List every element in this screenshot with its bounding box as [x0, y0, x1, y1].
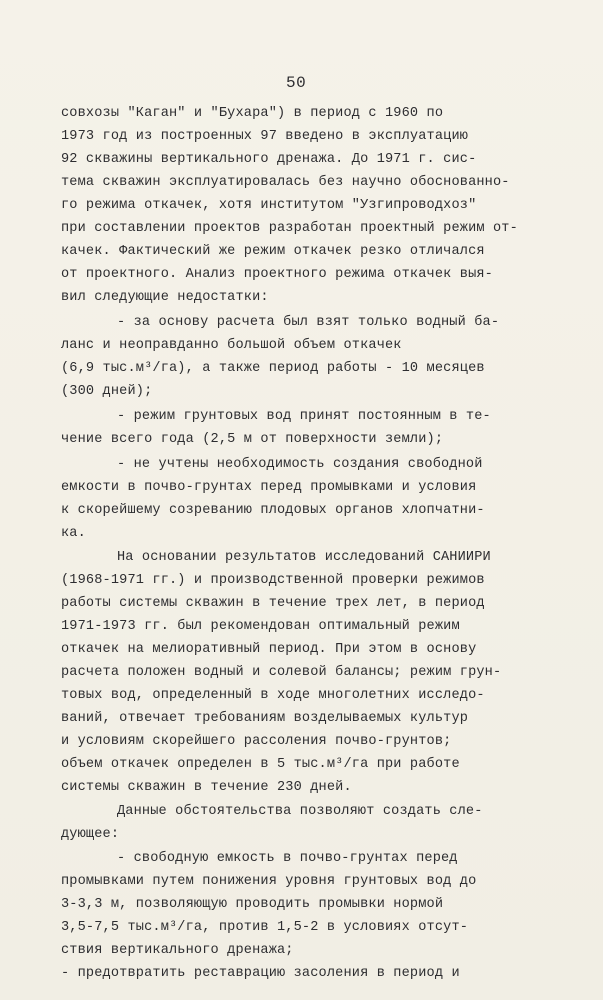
text-line: 3,5-7,5 тыс.м³/га, против 1,5-2 в условиях отсут- — [61, 920, 469, 935]
text-line: го режима откачек, хотя институтом "Узгипроводхоз" — [61, 198, 477, 213]
text-line: и условиям скорейшего рассоления почво-грунтов; — [61, 734, 452, 749]
text-line: - режим грунтовых вод принят постоянным в те- — [117, 409, 491, 424]
text-line: промывками путем понижения уровня грунтовых вод до — [61, 874, 477, 889]
text-line: - свободную емкость в почво-грунтах перед — [117, 851, 458, 866]
text-line: системы скважин в течение 230 дней. — [61, 780, 352, 795]
text-line: ваний, отвечает требованиям возделываемых культур — [61, 711, 469, 726]
text-line: емкости в почво-грунтах перед промывками и условия — [61, 480, 477, 495]
text-line: расчета положен водный и солевой балансы; режим грун- — [61, 665, 502, 680]
text-line: (6,9 тыс.м³/га), а также период работы - 10 месяцев — [61, 361, 485, 376]
text-line: (300 дней); — [61, 384, 153, 399]
text-line: 1971-1973 гг. был рекомендован оптимальный режим — [61, 619, 460, 634]
text-line: 92 скважины вертикального дренажа. До 1971 г. сис- — [61, 152, 477, 167]
text-line: На основании результатов исследований САНИИРИ — [117, 550, 491, 565]
text-line: 3-3,3 м, позволяющую проводить промывки нормой — [61, 897, 444, 912]
page-number: 50 — [286, 74, 307, 92]
text-line: чение всего года (2,5 м от поверхности земли); — [61, 432, 444, 447]
text-line: (1968-1971 гг.) и производственной проверки режимов — [61, 573, 485, 588]
text-line: вил следующие недостатки: — [61, 290, 269, 305]
text-line: качек. Фактический же режим откачек резко отличался — [61, 244, 485, 259]
text-line: - за основу расчета был взят только водный ба- — [117, 315, 500, 330]
text-line: работы системы скважин в течение трех лет, в период — [61, 596, 485, 611]
text-line: - не учтены необходимость создания свободной — [117, 457, 483, 472]
text-line: откачек на мелиоративный период. При этом в основу — [61, 642, 477, 657]
text-line: ствия вертикального дренажа; — [61, 943, 294, 958]
text-line: 1973 год из построенных 97 введено в эксплуатацию — [61, 129, 469, 144]
text-line: от проектного. Анализ проектного режима откачек выя- — [61, 267, 493, 282]
text-line: при составлении проектов разработан проектный режим от- — [61, 221, 518, 236]
text-line: к скорейшему созреванию плодовых органов хлопчатни- — [61, 503, 485, 518]
text-line: ланс и неоправданно большой объем откачек — [61, 338, 402, 353]
text-line: - предотвратить реставрацию засоления в период и — [61, 966, 460, 981]
text-line: совхозы "Каган" и "Бухара") в период с 1960 по — [61, 106, 444, 121]
text-line: товых вод, определенный в ходе многолетних исследо- — [61, 688, 485, 703]
text-line: ка. — [61, 526, 86, 541]
text-line: Данные обстоятельства позволяют создать сле- — [117, 804, 483, 819]
text-line: объем откачек определен в 5 тыс.м³/га при работе — [61, 757, 460, 772]
text-line: дующее: — [61, 827, 120, 842]
text-line: тема скважин эксплуатировалась без научно обоснованно- — [61, 175, 510, 190]
